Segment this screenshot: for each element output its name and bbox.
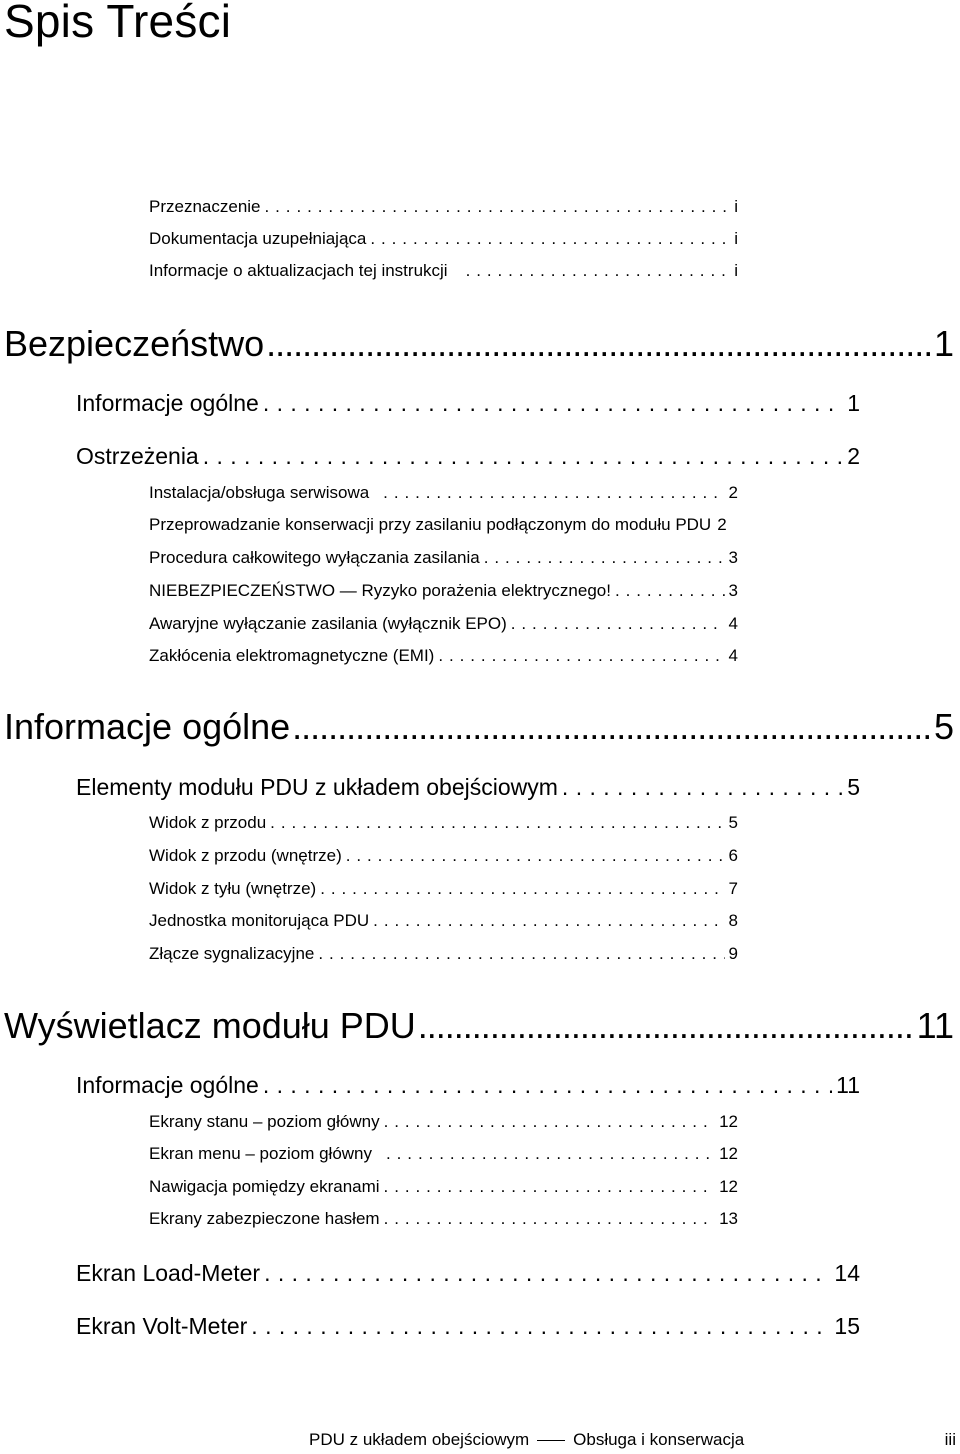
toc-entry-page: 3 — [728, 581, 738, 600]
toc-entry[interactable] — [149, 813, 738, 837]
toc-entry-label: Procedura całkowitego wyłączania zasilania — [149, 548, 480, 567]
leader-dots — [203, 443, 843, 470]
leader-dots — [384, 1112, 716, 1132]
leader-dots — [263, 390, 843, 417]
toc-entry[interactable] — [149, 581, 738, 605]
toc-entry-label: Instalacja/obsługa serwisowa — [149, 483, 370, 502]
toc-entry[interactable] — [149, 846, 738, 870]
toc-section[interactable] — [76, 443, 860, 473]
toc-entry-label: Złącze sygnalizacyjne — [149, 944, 315, 963]
toc-chapter-label: Wyświetlacz modułu PDU — [4, 1005, 416, 1046]
leader-dots — [383, 483, 724, 503]
toc-entry-label: Informacje o aktualizacjach tej instrukcji — [149, 261, 448, 280]
toc-section-page: 5 — [847, 774, 860, 800]
toc-entry-page: 9 — [728, 944, 738, 963]
toc-entry[interactable] — [149, 911, 738, 935]
toc-entry-page: 7 — [728, 879, 738, 898]
toc-section-page: 11 — [836, 1072, 860, 1098]
leader-dots — [384, 1209, 716, 1229]
toc-section[interactable] — [76, 1072, 860, 1102]
leader-dots — [263, 1072, 832, 1099]
leader-dots — [373, 911, 724, 931]
leader-dots — [251, 1313, 830, 1340]
toc-entry-label: Jednostka monitorująca PDU — [149, 911, 370, 930]
leader-dots — [386, 1144, 715, 1164]
toc-chapter-page: 11 — [916, 1005, 954, 1046]
toc-entry-label: Widok z przodu — [149, 813, 267, 832]
toc-chapter-label: Bezpieczeństwo — [4, 323, 265, 364]
toc-entry[interactable] — [149, 1144, 738, 1168]
toc-entry-label: NIEBEZPIECZEŃSTWO — Ryzyko porażenia elektrycznego! — [149, 581, 611, 600]
toc-entry-page: 2 — [728, 483, 738, 502]
toc-section-page: 15 — [834, 1313, 860, 1339]
leader-dots — [318, 944, 724, 964]
toc-section-page: 14 — [834, 1260, 860, 1286]
toc-chapter-label: Informacje ogólne — [4, 706, 291, 747]
toc-entry-label: Ekran menu – poziom główny — [149, 1144, 373, 1163]
toc-section[interactable] — [76, 1313, 860, 1343]
leader-dots — [511, 614, 725, 634]
toc-section-label: Ekran Volt-Meter — [76, 1313, 248, 1339]
footer-manual: Obsługa i konserwacja — [573, 1430, 745, 1449]
toc-section-label: Ekran Load-Meter — [76, 1260, 261, 1286]
toc-entry-page: 12 — [719, 1112, 738, 1131]
toc-entry[interactable] — [149, 646, 738, 670]
toc-entry-page: 4 — [728, 614, 738, 633]
toc-entry[interactable] — [149, 197, 738, 221]
leader-dots — [264, 1260, 830, 1287]
toc-entry-label: Dokumentacja uzupełniająca — [149, 229, 367, 248]
leader-dots — [270, 813, 724, 833]
leader-dots — [466, 261, 731, 281]
toc-entry-page: i — [734, 261, 738, 280]
toc-entry-label: Przeprowadzanie konserwacji przy zasilaniu podłączonym do modułu PDU — [149, 515, 712, 534]
toc-chapter[interactable] — [4, 706, 954, 750]
toc-chapter-page: 1 — [933, 323, 954, 364]
toc-entry[interactable] — [149, 548, 738, 572]
toc-section[interactable] — [76, 1260, 860, 1290]
toc-section-page: 2 — [847, 443, 860, 469]
leader-dots — [320, 879, 724, 899]
toc-section[interactable] — [76, 774, 860, 804]
toc-section[interactable] — [76, 390, 860, 420]
toc-chapter[interactable] — [4, 323, 954, 367]
toc-entry-page: i — [734, 197, 738, 216]
toc-entry-label: Widok z tyłu (wnętrze) — [149, 879, 317, 898]
toc-entry[interactable] — [149, 1177, 738, 1201]
leader-dots — [562, 774, 843, 801]
leader-dots — [384, 1177, 716, 1197]
toc-entry-label: Nawigacja pomiędzy ekranami — [149, 1177, 380, 1196]
leader-dots — [418, 1005, 915, 1047]
toc-section-label: Informacje ogólne — [76, 390, 259, 416]
leader-dots — [265, 197, 731, 217]
toc-entry-page: 6 — [728, 846, 738, 865]
toc-entry-page: 3 — [728, 548, 738, 567]
toc-entry-page: 12 — [719, 1144, 738, 1163]
leader-dots — [484, 548, 725, 568]
toc-entry-label: Widok z przodu (wnętrze) — [149, 846, 342, 865]
toc-section-page: 1 — [847, 390, 860, 416]
leader-dots — [266, 323, 932, 365]
toc-entry-label: Przeznaczenie — [149, 197, 261, 216]
toc-entry[interactable] — [149, 229, 738, 253]
toc-entry[interactable] — [149, 1209, 738, 1233]
toc-entry[interactable] — [149, 483, 738, 507]
leader-dots — [438, 646, 724, 666]
toc-entry-page: i — [734, 229, 738, 248]
toc-chapter[interactable] — [4, 1005, 954, 1049]
toc-entry-page: 12 — [719, 1177, 738, 1196]
toc-entry[interactable] — [149, 1112, 738, 1136]
toc-entry-page: 13 — [719, 1209, 738, 1228]
leader-dots — [370, 229, 730, 249]
toc-entry[interactable] — [149, 261, 738, 285]
toc-entry-label: Zakłócenia elektromagnetyczne (EMI) — [149, 646, 435, 665]
footer-product: PDU z układem obejściowym — [309, 1430, 530, 1449]
toc-entry[interactable] — [149, 944, 738, 968]
leader-dots — [615, 581, 725, 601]
toc-entry[interactable] — [149, 614, 738, 638]
toc-chapter-page: 5 — [933, 706, 954, 747]
toc-section-label: Elementy modułu PDU z układem obejściowym — [76, 774, 558, 800]
toc-section-label: Informacje ogólne — [76, 1072, 259, 1098]
toc-entry-label: Ekrany zabezpieczone hasłem — [149, 1209, 380, 1228]
toc-entry-label: Awaryjne wyłączanie zasilania (wyłącznik EPO) — [149, 614, 507, 633]
footer-text — [309, 1430, 744, 1450]
toc-section-label: Ostrzeżenia — [76, 443, 199, 469]
leader-dots — [346, 846, 725, 866]
toc-entry-page: 5 — [728, 813, 738, 832]
em-dash — [537, 1440, 565, 1441]
leader-dots — [292, 706, 932, 748]
toc-entry[interactable] — [149, 879, 738, 903]
toc-entry-page: 4 — [728, 646, 738, 665]
toc-entry[interactable] — [149, 515, 829, 539]
toc-entry-label: Ekrany stanu – poziom główny — [149, 1112, 380, 1131]
page-footer — [0, 1430, 960, 1454]
footer-page-number: iii — [944, 1430, 956, 1449]
toc-entry-page: 8 — [728, 911, 738, 930]
page-title: Spis Treści — [4, 0, 232, 47]
toc-entry-page: 2 — [717, 515, 727, 534]
